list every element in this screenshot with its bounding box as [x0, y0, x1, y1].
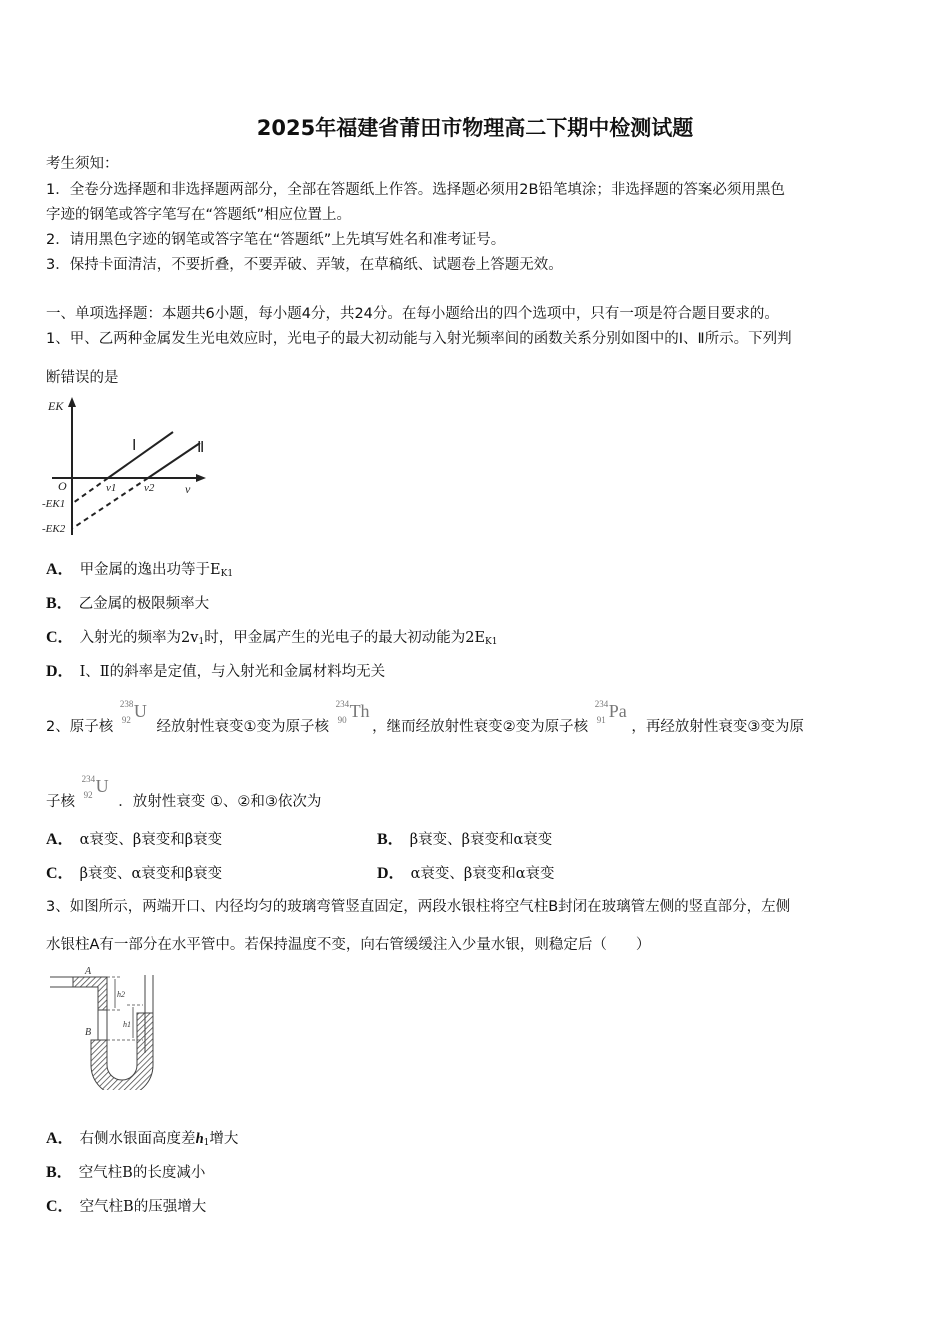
section-heading: 一、单项选择题：本题共6小题，每小题4分，共24分。在每小题给出的四个选项中，只有一项是符合题目要求的。: [46, 306, 779, 322]
notice-item-1-cont: 字迹的钢笔或答字笔写在“答题纸”相应位置上。: [46, 207, 352, 223]
q1-option-d[interactable]: D． Ⅰ、Ⅱ的斜率是定值，与入射光和金属材料均无关: [46, 663, 386, 680]
label-h2: h2: [117, 990, 125, 999]
nuclide-u234: 234 92 U: [81, 774, 109, 800]
q3-stem: 3、如图所示，两端开口、内径均匀的玻璃弯管竖直固定，两段水银柱将空气柱B封闭在玻璃管左侧的竖直部分，左侧: [46, 899, 791, 915]
q2-option-a[interactable]: A． α衰变、β衰变和β衰变: [46, 831, 223, 848]
q1-option-c[interactable]: C． 入射光的频率为$2v_1$时，甲金属产生的光电子的最大初动能为$2E_{K1}$: [46, 629, 498, 647]
label-b: B: [85, 1027, 92, 1038]
y-tick-ek1: -EK1: [42, 498, 66, 510]
nuclide-pa234: 234 91 Pa: [594, 699, 627, 725]
notice-item-2: 2．请用黑色字迹的钢笔或答字笔在“答题纸”上先填写姓名和准考证号。: [46, 232, 506, 248]
nuclide-th234: 234 90 Th: [335, 699, 370, 725]
q2-option-c[interactable]: C． β衰变、α衰变和β衰变: [46, 865, 223, 882]
y-tick-ek2: -EK2: [42, 523, 66, 535]
line-label-1: Ⅰ: [132, 438, 137, 454]
origin-label: O: [58, 479, 67, 493]
page-title: 2025年福建省莆田市物理高二下期中检测试题: [256, 116, 694, 140]
x-tick-v1: ν1: [106, 482, 117, 494]
q1-stem-cont: 断错误的是: [46, 370, 119, 386]
q3-option-b[interactable]: B． 空气柱B的长度减小: [46, 1164, 206, 1181]
q2-option-d[interactable]: D． α衰变、β衰变和α衰变: [377, 865, 555, 882]
nuclide-u238: 238 92 U: [119, 699, 147, 725]
label-a: A: [85, 966, 92, 977]
q2-stem: 2、原子核 238 92 U 经放射性衰变①变为原子核 234 90 Th ，继而经放射性衰变②变为原子核 234 91 Pa ，再经放射性衰变③变为原: [46, 699, 804, 735]
q1-graph-figure: [40, 395, 220, 540]
q3-option-c[interactable]: C． 空气柱B的压强增大: [46, 1198, 207, 1215]
q1-stem: 1、甲、乙两种金属发生光电效应时，光电子的最大初动能与入射光频率间的函数关系分别如图中的Ⅰ、Ⅱ所示。下列判: [46, 331, 792, 347]
q2-stem-cont: 子核 234 92 U ．放射性衰变 ①、②和③依次为: [46, 774, 322, 810]
q3-u-tube-figure: [45, 965, 165, 1090]
x-tick-v2: ν2: [144, 482, 155, 494]
notice-item-3: 3．保持卡面清洁，不要折叠，不要弄破、弄皱，在草稿纸、试题卷上答题无效。: [46, 257, 563, 273]
q3-option-a[interactable]: A． 右侧水银面高度差$h_1$增大: [46, 1130, 239, 1148]
q1-option-a[interactable]: A． 甲金属的逸出功等于$E_{K1}$: [46, 561, 234, 579]
line-label-2: Ⅱ: [197, 440, 205, 456]
notice-heading: 考生须知：: [46, 156, 119, 172]
x-axis-label: ν: [185, 482, 191, 496]
label-h1: h1: [123, 1020, 131, 1029]
y-axis-label: EK: [48, 399, 64, 413]
q3-stem-cont: 水银柱A有一部分在水平管中。若保持温度不变，向右管缓缓注入少量水银，则稳定后（ ）: [46, 937, 651, 953]
q2-option-b[interactable]: B． β衰变、β衰变和α衰变: [377, 831, 553, 848]
q1-option-b[interactable]: B． 乙金属的极限频率大: [46, 595, 210, 612]
notice-item-1: 1．全卷分选择题和非选择题两部分，全部在答题纸上作答。选择题必须用2B铅笔填涂；非选择题的答案必须用黑色: [46, 182, 785, 198]
